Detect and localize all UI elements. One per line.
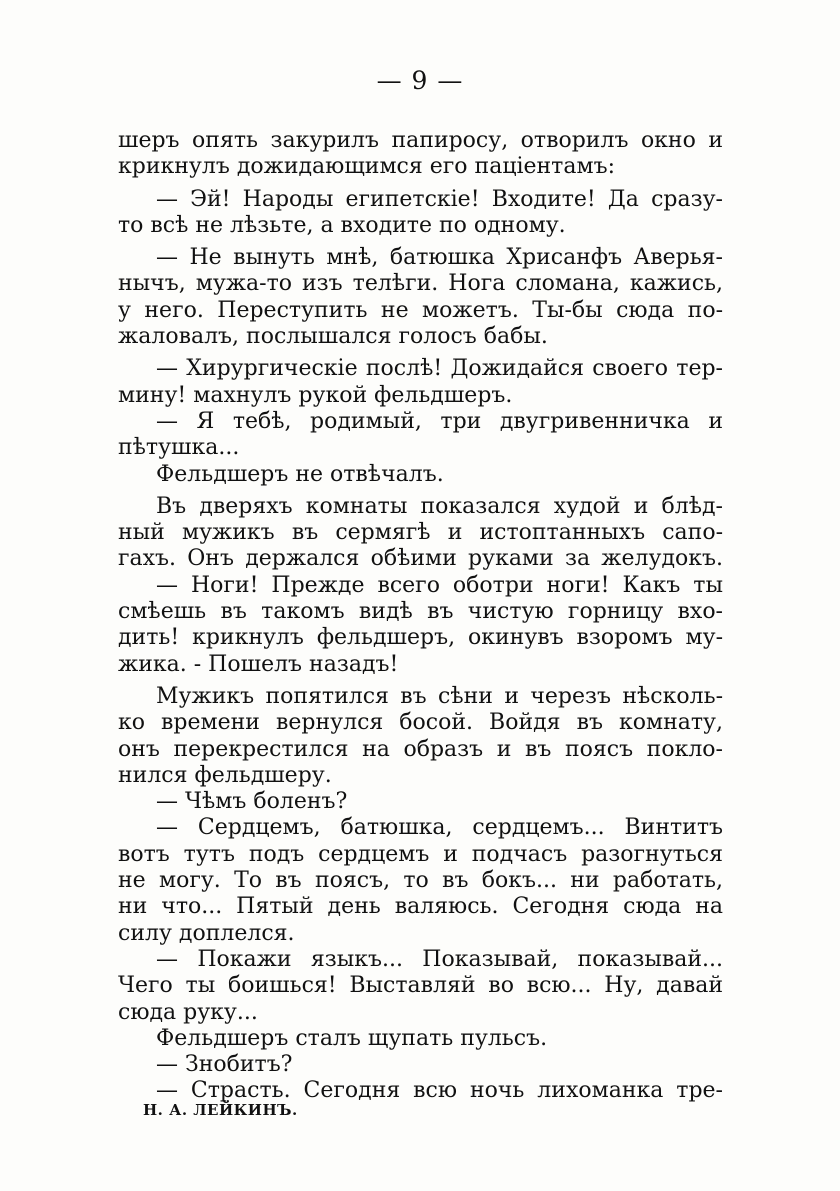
text-line: сюда руку... — [118, 999, 258, 1025]
text-line: Фельдшеръ не отвѣчалъ. — [156, 461, 444, 487]
text-line: онъ перекрестился на образъ и въ поясъ покло- — [118, 736, 723, 762]
text-line: крикнулъ дожидающимся его паціентамъ: — [118, 154, 615, 180]
text-line: — Эй! Народы египетскіе! Входите! Да сразу- — [156, 186, 723, 212]
text-line: — Ноги! Прежде всего оботри ноги! Какъ ты — [156, 572, 723, 598]
text-line: шеръ опять закурилъ папиросу, отворилъ окно и — [118, 128, 723, 153]
text-line: — Чѣмъ боленъ? — [156, 789, 348, 815]
footer-signature: Н. А. ЛЕЙКИНЪ. — [143, 1101, 298, 1119]
text-line: — Сердцемъ, батюшка, сердцемъ... Винтитъ — [156, 815, 723, 841]
text-line: у него. Переступить не можетъ. Ты-бы сюда по- — [118, 297, 723, 323]
text-line: ный мужикъ въ сермягѣ и истоптанныхъ сапо- — [118, 520, 723, 546]
text-line: ни что... Пятый день валяюсь. Сегодня сюда на — [118, 894, 723, 920]
text-line: — Страсть. Сегодня всю ночь лихоманка тре- — [156, 1078, 723, 1104]
text-line: жаловалъ, послышался голосъ бабы. — [118, 324, 548, 350]
text-line: смѣешь въ такомъ видѣ въ чистую горницу вхо- — [118, 599, 723, 625]
page-number: — 9 — — [376, 66, 464, 95]
text-line: силу доплелся. — [118, 920, 295, 946]
text-line: пѣтушка... — [118, 435, 240, 461]
text-line: то всѣ не лѣзьте, а входите по одному. — [118, 212, 566, 238]
text-line: нился фельдшеру. — [118, 762, 332, 788]
text-line: гахъ. Онъ держался обѣими руками за желудокъ. — [118, 546, 723, 572]
text-line: — Знобитъ? — [156, 1052, 293, 1078]
text-line: жика. - Пошелъ назадъ! — [118, 651, 399, 677]
body-text — [118, 128, 723, 1105]
text-line: — Я тебѣ, родимый, три двугривенничка и — [156, 408, 723, 434]
text-line: — Покажи языкъ... Показывай, показывай... — [156, 946, 723, 972]
text-line: нычъ, мужа-то изъ телѣги. Нога сломана, кажись, — [118, 271, 723, 297]
text-line: мину! махнулъ рукой фельдшеръ. — [118, 382, 513, 408]
text-line: Чего ты боишься! Выставляй во всю... Ну, давай — [118, 973, 723, 999]
text-line: Въ дверяхъ комнаты показался худой и блѣд- — [156, 493, 723, 519]
text-line: — Не вынуть мнѣ, батюшка Хрисанфъ Аверья- — [156, 245, 723, 271]
text-line: Фельдшеръ сталъ щупать пульсъ. — [156, 1025, 548, 1051]
text-line: ко времени вернулся босой. Войдя въ комнату, — [118, 710, 723, 736]
text-line: — Хирургическіе послѣ! Дожидайся своего тер- — [156, 356, 723, 382]
text-line: не могу. То въ поясъ, то въ бокъ... ни работать, — [118, 868, 723, 894]
text-line: дить! крикнулъ фельдшеръ, окинувъ взоромъ му- — [118, 625, 723, 651]
text-line: вотъ тутъ подъ сердцемъ и подчасъ разогнуться — [118, 841, 723, 867]
text-line: Мужикъ попятился въ сѣни и черезъ нѣсколь- — [156, 683, 723, 709]
